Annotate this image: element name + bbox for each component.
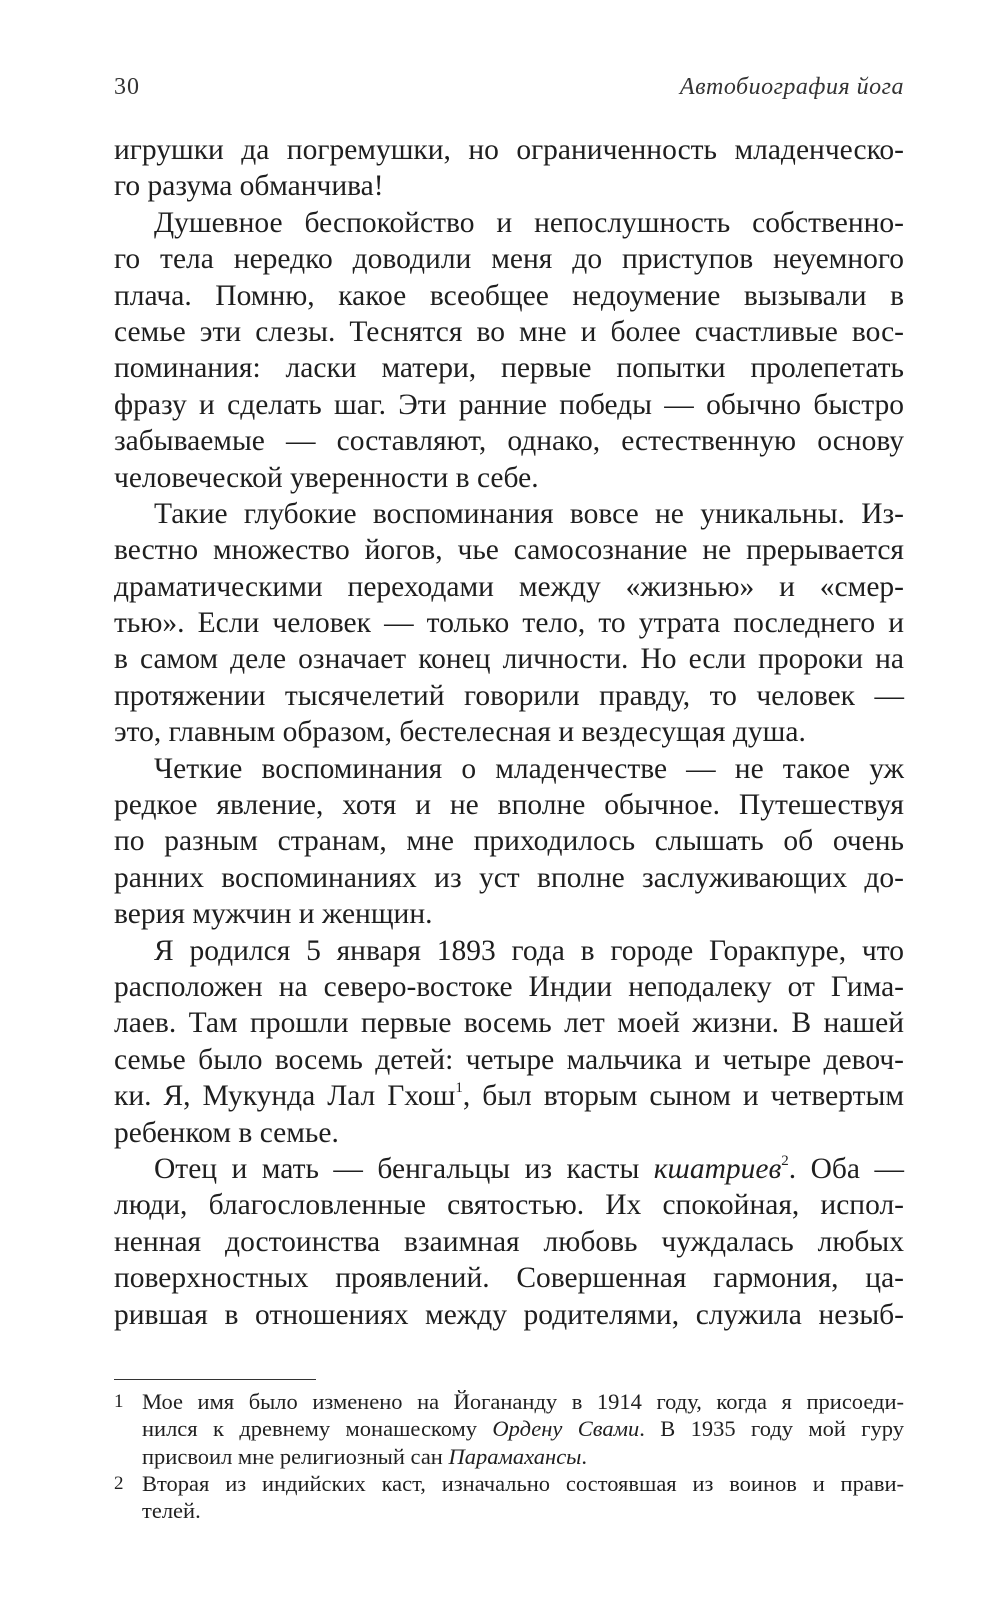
text-line: расположен на северо-востоке Индии неподалеку от Гима- [114,970,904,1003]
text-line: по разным странам, мне приходилось слышать об очень [114,825,904,858]
text-line: Четкие воспоминания о младенчестве — не такое уж [154,752,904,785]
text-line: это, главным образом, бестелесная и вездесущая душа. [114,716,806,749]
footnote-2 [114,1470,904,1525]
text-segment: ки. Я, Мукунда Лал Гхош [114,1080,456,1113]
text-segment: . [581,1443,588,1469]
footnote-ref-2[interactable]: 2 [781,1153,789,1170]
text-line [114,1078,904,1114]
text-line [114,1151,904,1187]
text-line: лаев. Там прошли первые восемь лет моей жизни. В нашей [114,1007,904,1040]
text-line: редкое явление, хотя и не вполне обычное. Путешествуя [114,789,904,822]
text-line: вестно множество йогов, чье самосознание не прерывается [114,534,904,567]
text-line: забываемые — составляют, однако, естественную основу [114,425,904,458]
text-line: плача. Помню, какое всеобщее недоумение вызывали в [114,279,904,312]
text-line: тью». Если человек — только тело, то утрата последнего и [114,607,904,640]
text-segment: присвоил мне религиозный сан [142,1443,449,1469]
text-line: семье эти слезы. Теснятся во мне и более счастливые вос- [114,315,904,348]
footnote-line [142,1443,904,1470]
footnote-line: Вторая из индийских каст, изначально состоявшая из воинов и прави- [142,1470,904,1496]
footnote-number: 1 [114,1391,124,1412]
italic-term: Ордену Свами [492,1416,640,1442]
text-line: семье было восемь детей: четыре мальчика и четыре девоч- [114,1043,904,1076]
running-title: Автобиография йога [679,74,904,100]
text-line: поверхностных проявлений. Совершенная гармония, ца- [114,1262,904,1295]
text-line: Такие глубокие воспоминания вовсе не уникальны. Из- [154,497,904,530]
footnotes [114,1388,904,1524]
text-line: поминания: ласки матери, первые попытки пролепетать [114,352,904,385]
text-line: ребенком в семье. [114,1116,339,1149]
footnote-number: 2 [114,1472,124,1494]
text-line: рившая в отношениях между родителями, служила незыб- [114,1298,904,1331]
text-line: люди, благословленные святостью. Их спокойная, испол- [114,1189,904,1222]
text-segment: . В 1935 году мой гуру [639,1416,904,1442]
footnote-line: Мое имя было изменено на Йогананду в 1914 году, когда я присоеди- [142,1389,904,1414]
text-line: Душевное беспокойство и непослушность собственно- [154,206,904,239]
page-header [114,74,904,108]
text-line: верия мужчин и женщин. [114,898,433,931]
footnote-1 [114,1388,904,1470]
text-line: фразу и сделать шаг. Эти ранние победы — обычно быстро [114,388,904,421]
main-text [114,132,904,1333]
footnote-divider [114,1379,316,1380]
text-line: драматическими переходами между «жизнью» и «смер- [114,570,904,603]
text-line: ненная достоинства взаимная любовь чуждалась любых [114,1225,904,1258]
text-line: человеческой уверенности в себе. [114,461,539,494]
text-segment: . Оба — [788,1152,904,1185]
footnote-line: телей. [142,1498,201,1524]
text-line: Я родился 5 января 1893 года в городе Горакпуре, что [154,934,904,967]
text-segment: Отец и мать — бенгальцы из касты [154,1152,654,1185]
text-segment: , был вторым сыном и четвертым [462,1080,904,1113]
italic-term: кшатриев [653,1152,782,1185]
text-line: игрушки да погремушки, но ограниченность младенческо- [114,134,904,166]
text-line: в самом деле означает конец личности. Но если пророки на [114,643,904,676]
page-number: 30 [114,74,140,100]
italic-term: Парамахансы [448,1443,582,1469]
text-line: го разума обманчива! [114,170,384,203]
text-line: протяжении тысячелетий говорили правду, то человек — [114,679,904,712]
text-segment: нился к древнему монашескому [142,1416,493,1442]
footnote-ref-1[interactable]: 1 [455,1080,463,1097]
text-line: го тела нередко доводили меня до приступов неуемного [114,243,904,276]
footnote-line [142,1415,904,1442]
text-line: ранних воспоминаниях из уст вполне заслуживающих до- [114,861,904,894]
